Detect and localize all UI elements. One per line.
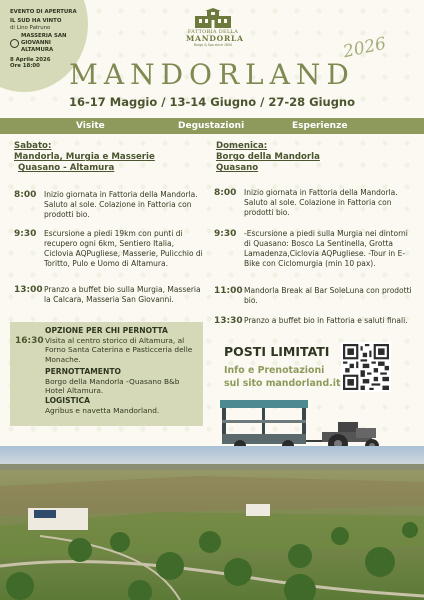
event-label: EVENTO DI APERTURA (10, 9, 77, 15)
page-title: MANDORLAND (69, 58, 355, 91)
sunday-event-1 (214, 188, 416, 218)
category-esperienze: Esperienze (292, 121, 348, 131)
farmhouse-icon (193, 8, 233, 28)
logo-line2: MANDORLA (186, 34, 244, 43)
venue-line2: GIOVANNI (21, 40, 51, 46)
booking-info (224, 364, 340, 391)
event-time: 9:30 (14, 229, 37, 239)
event-time: 11:00 (214, 286, 243, 296)
saturday-day: Sabato: (14, 141, 52, 151)
aerial-landscape-photo (0, 446, 424, 600)
event-time: Ore 18:00 (10, 63, 40, 70)
overnight-title: OPZIONE PER CHI PERNOTTA (45, 326, 168, 335)
event-date: 8 Aprile 2026 (10, 56, 51, 63)
event-time: 13:30 (214, 316, 243, 326)
sunday-event-2 (214, 229, 416, 269)
sunday-heading (216, 141, 320, 175)
venue-line3: ALTAMURA (21, 46, 54, 53)
saturday-heading (14, 141, 155, 175)
overnight-option-box (10, 322, 203, 426)
event-text: -Escursione a piedi sulla Murgia nei dintorni di Quasano: Bosco La Sentinella, Grotta Lamadenza,Ciclovia AQPugliese. -Tour in E-Bike con Ciclomurgia (min 10 pax). (244, 229, 408, 268)
overnight-time: 16:30 (15, 336, 44, 346)
event-time: 13:00 (14, 285, 43, 295)
limited-seats: POSTI LIMITATI (224, 344, 330, 359)
logo-line1: FATTORIA DELLA (187, 29, 239, 35)
event-time: 8:00 (14, 190, 37, 200)
overnight-text: Visita al centro storico di Altamura, al Forno Santa Caterina e Pasticceria delle Monache. (45, 335, 193, 365)
qr-code[interactable] (341, 342, 391, 392)
sunday-location-line1: Borgo della Mandorla (216, 152, 320, 163)
edition-year: 2026 (341, 33, 388, 63)
event-text: Mandorla Break al Bar SoleLuna con prodotti bio. (244, 286, 412, 305)
venue-line1: MASSERIA SAN (21, 33, 67, 40)
logistics-text: Agribus e navetta Mandorland. (45, 405, 160, 415)
category-visite: Visite (76, 121, 105, 131)
accommodation-text: Borgo della Mandorla -Quasano B&b Hotel Altamura. (45, 376, 180, 396)
category-degustazioni: Degustazioni (178, 121, 245, 131)
event-text: Inizio giornata in Fattoria della Mandorla. Saluto al sole. Colazione in Fattoria con prodotti bio. (44, 190, 198, 219)
book-title: IL SUD HA VINTO (10, 17, 62, 24)
book-author: di Lino Patruno (10, 24, 51, 31)
event-text: Escursione a piedi 19km con punti di recupero ogni 6km, Sentiero Italia, Ciclovia AQPugliese, Masserie, Pulicchio di Toritto, Pulo e Uomo di Altamura. (44, 229, 203, 268)
booking-website[interactable]: sul sito mandorland.it (224, 378, 341, 390)
fattoria-logo (186, 8, 244, 54)
accommodation-title: PERNOTTAMENTO (45, 366, 121, 376)
saturday-event-1 (14, 190, 204, 220)
booking-info-line1: Info e Prenotazioni (224, 365, 325, 376)
event-dates: 16-17 Maggio / 13-14 Giugno / 27-28 Giugno (68, 95, 356, 109)
sunday-event-3 (214, 286, 416, 306)
event-time: 9:30 (214, 229, 237, 239)
sunday-day: Domenica: (216, 141, 268, 151)
event-text: Pranzo a buffet bio sulla Murgia, Masseria la Calcara, Masseria San Giovanni. (44, 285, 201, 304)
logo-tagline: Borgo & Spa since 1850 (193, 42, 233, 47)
saturday-location-line1: Mandorla, Murgia e Masserie (14, 152, 155, 163)
sunday-location-line2: Quasano (216, 163, 259, 174)
event-text: Inizio giornata in Fattoria della Mandorla. Saluto al sole. Colazione in Fattoria con prodotti bio. (244, 188, 398, 217)
sunday-event-4 (214, 316, 416, 328)
category-bar (0, 118, 424, 134)
masseria-logo-icon (10, 39, 19, 48)
saturday-event-2 (14, 229, 204, 269)
venue-row (10, 33, 88, 53)
event-text: Pranzo a buffet bio in Fattoria e saluti finali. (244, 316, 408, 325)
logistics-title: LOGISTICA (45, 395, 91, 405)
saturday-location-line2: Quasano - Altamura (18, 163, 115, 174)
event-time: 8:00 (214, 188, 237, 198)
saturday-event-3 (14, 285, 204, 305)
